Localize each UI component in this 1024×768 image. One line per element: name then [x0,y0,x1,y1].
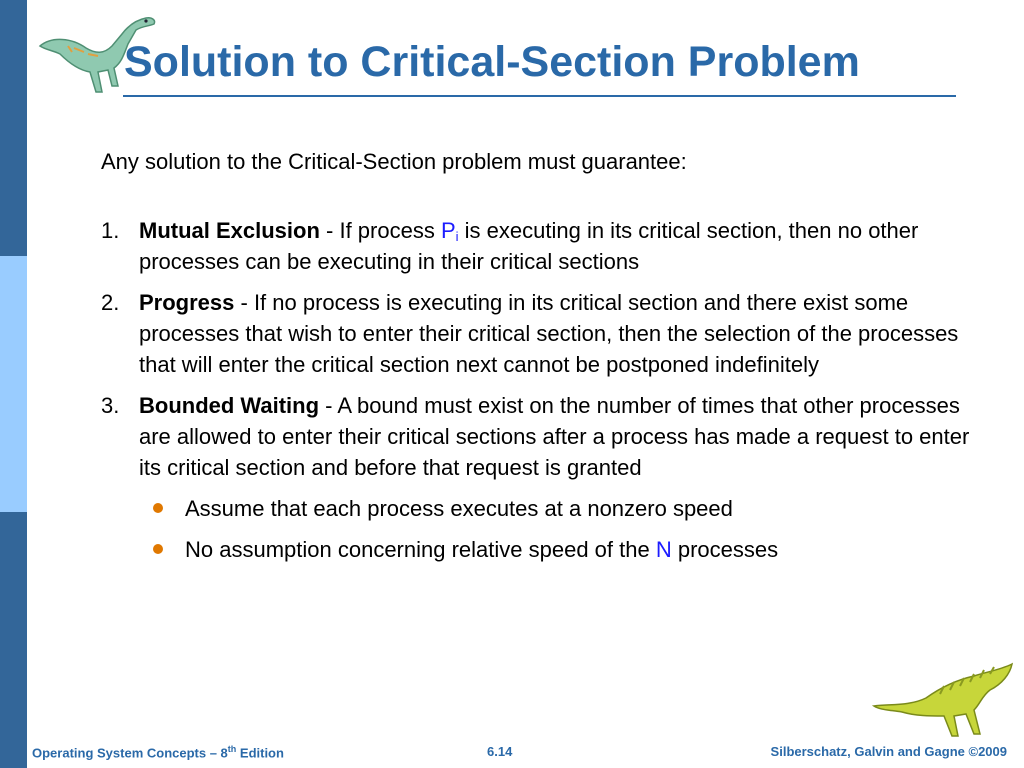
item-term: Mutual Exclusion [139,218,320,243]
bullet-item: No assumption concerning relative speed of the N processes [139,534,991,565]
sidebar-stripe-bottom [0,512,27,768]
requirements-list [101,215,991,565]
list-item [101,390,991,565]
item-number: 2. [101,290,120,315]
slide-title: Solution to Critical-Section Problem [124,38,860,86]
footer-book-title: Operating System Concepts – 8th Edition [32,744,284,761]
bullet-dot-icon [153,503,163,513]
sidebar-stripe-top [0,0,27,256]
bullet-item: Assume that each process executes at a nonzero speed [139,493,991,524]
footer-page-number: 6.14 [487,744,513,759]
sidebar-stripe-middle [0,256,27,512]
slide-body [101,146,991,575]
item-number: 3. [101,393,120,418]
intro-text: Any solution to the Critical-Section problem must guarantee: [101,149,687,174]
title-underline [123,95,956,97]
bullet-dot-icon [153,544,163,554]
sub-bullets [139,493,991,565]
list-item [101,287,991,380]
list-item [101,215,991,277]
item-number: 1. [101,218,120,243]
n-variable: N [655,537,672,562]
item-text: - If no process is executing in its critical section and there exist some processes that wish to enter their critical section, then the selection of the processes that will enter the critical section next cannot be postponed indefinitely [139,290,959,377]
item-term: Progress [139,290,235,315]
dinosaur-mascot-icon [870,660,1020,740]
item-text: - If process [319,218,441,243]
item-term: Bounded Waiting [139,393,320,418]
item-text: - A bound must exist on the number of times that other processes are allowed to enter their critical sections after a process has made a request to enter its critical section and before that request is granted [139,393,970,480]
process-variable: $P_i$ [440,218,459,244]
item-text-cont: is executing in its critical section, then no other processes can be executing in their critical sections [139,218,919,274]
footer-authors: Silberschatz, Galvin and Gagne ©2009 [770,744,1007,759]
